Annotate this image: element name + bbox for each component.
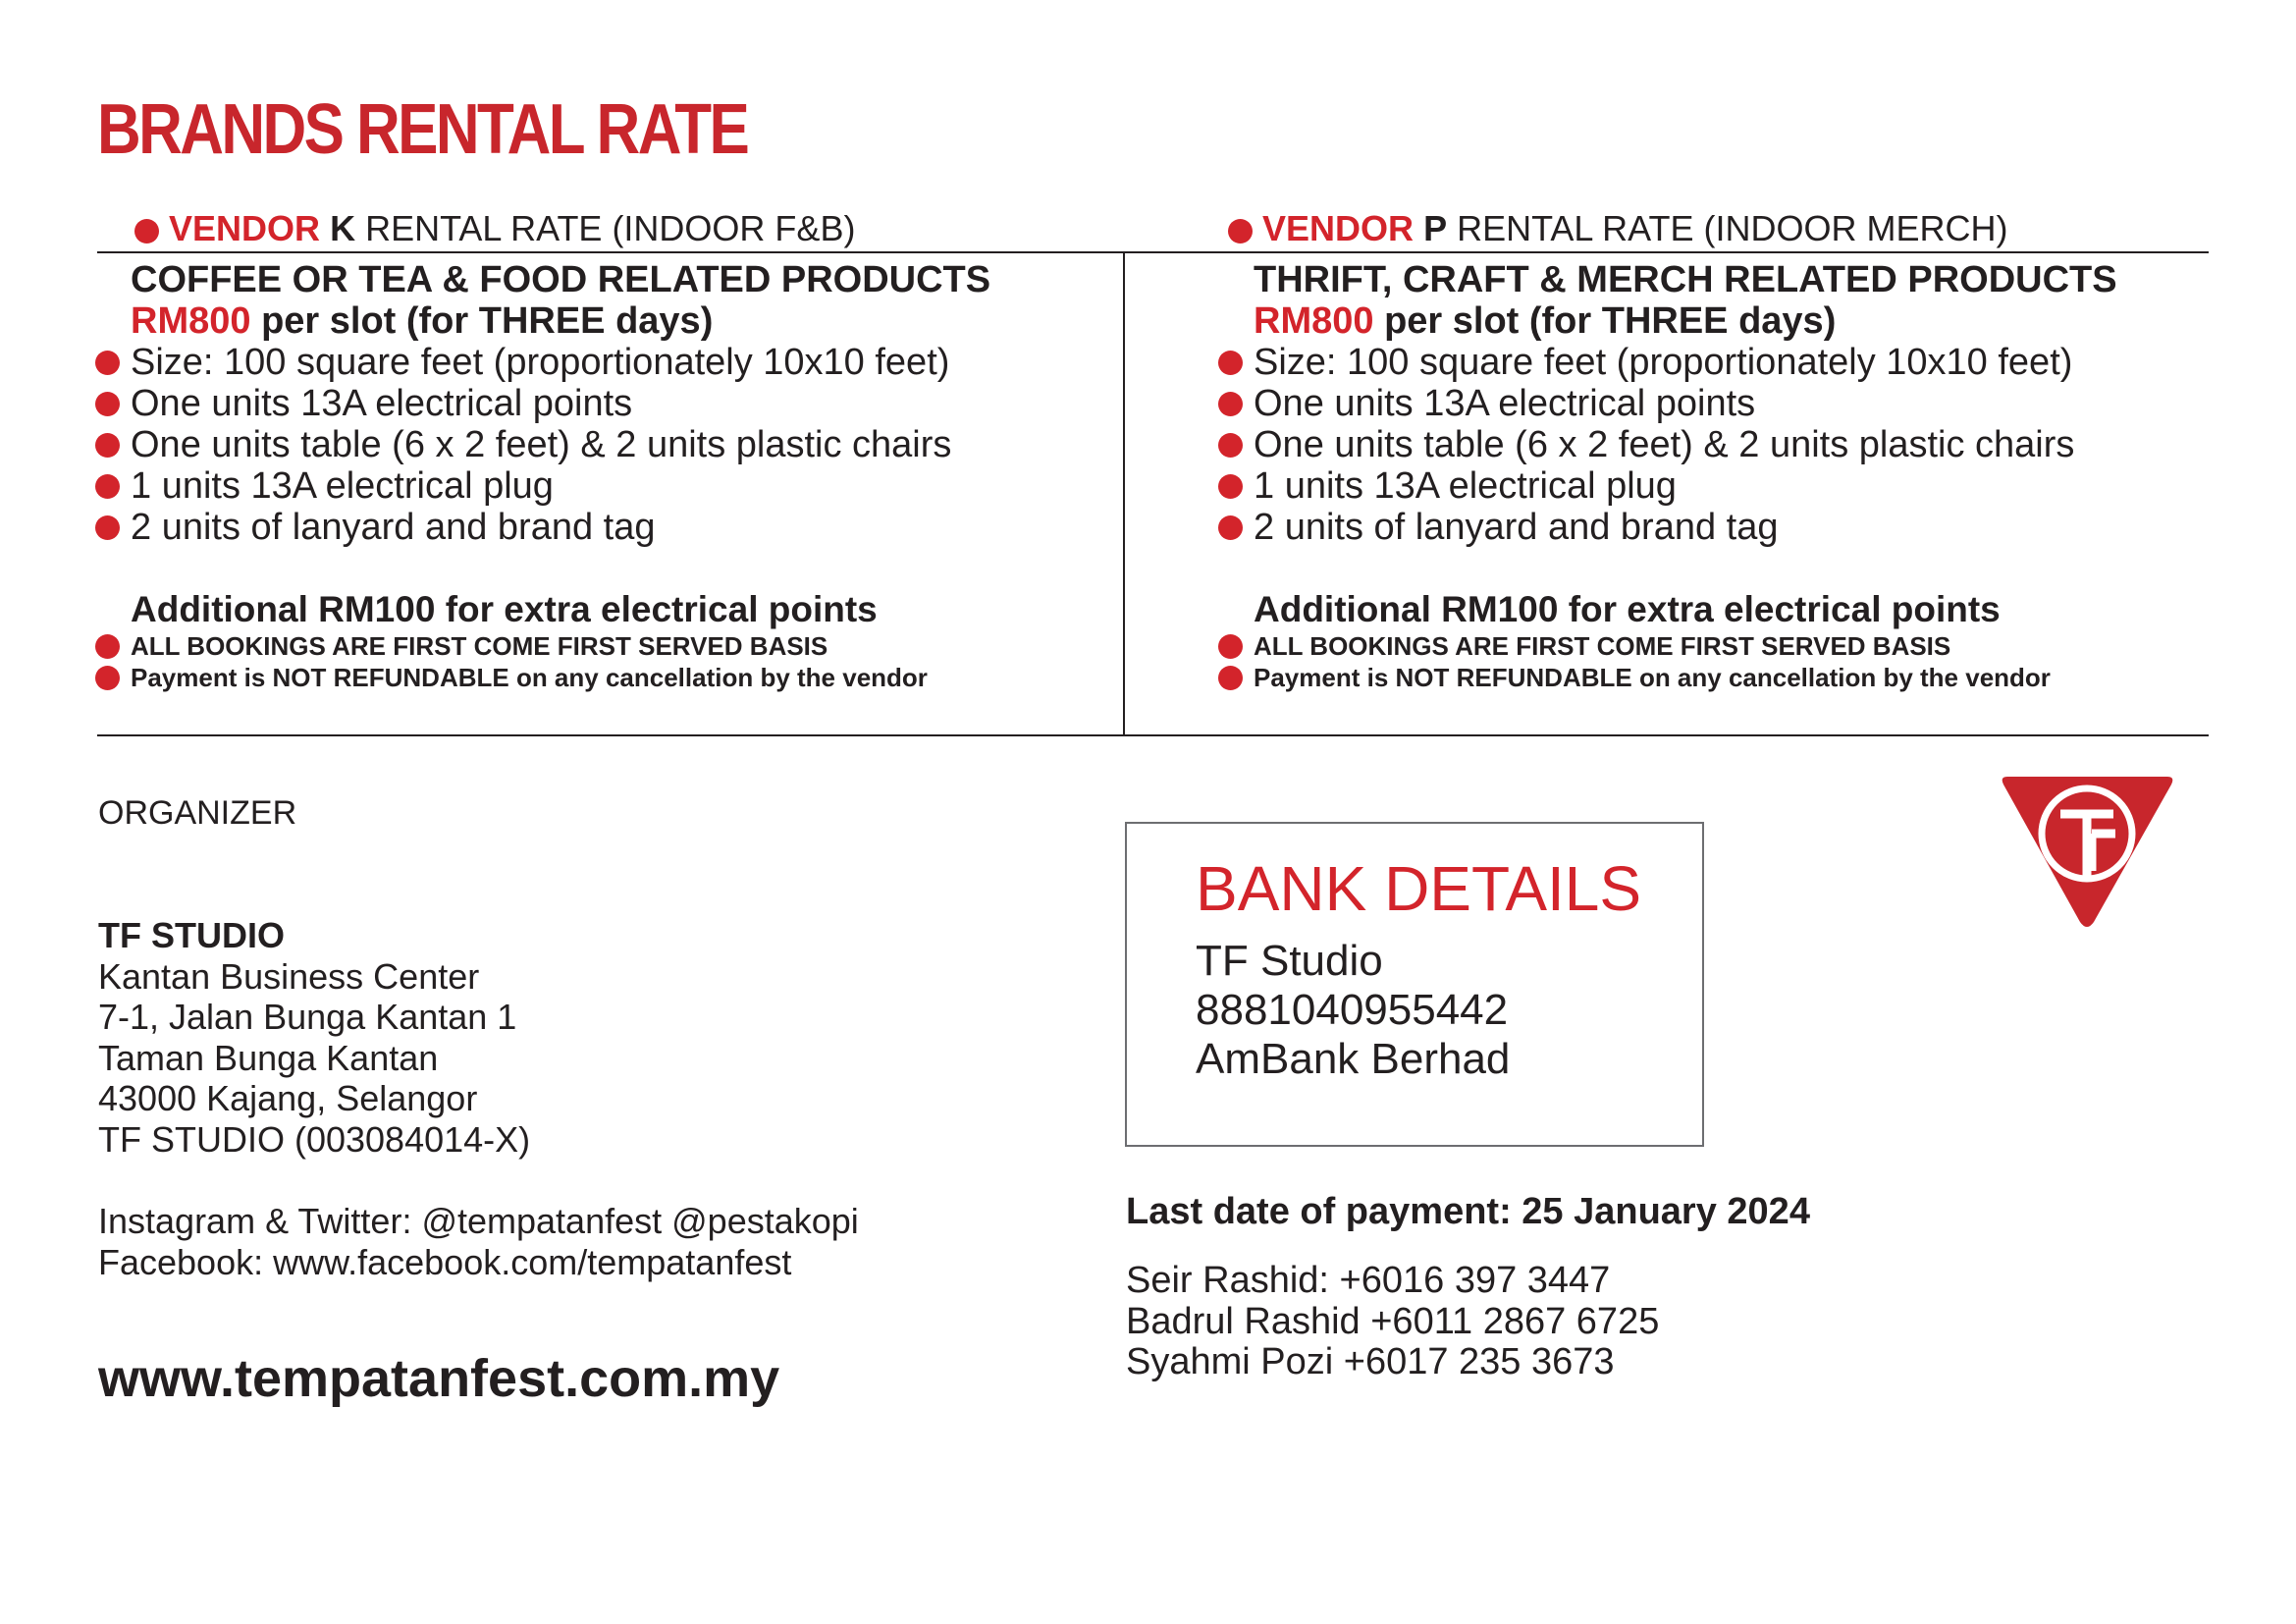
- feature-text: Size: 100 square feet (proportionately 10x10 feet): [131, 342, 950, 383]
- feature-text: One units table (6 x 2 feet) & 2 units plastic chairs: [1254, 424, 2075, 465]
- bullet-dot-icon: [1218, 474, 1243, 499]
- bullet-dot-icon: [95, 474, 120, 499]
- bank-name: AmBank Berhad: [1196, 1035, 1511, 1083]
- list-item: [1218, 342, 2288, 383]
- vendor-word: VENDOR: [1262, 208, 1415, 248]
- social-line: Facebook: www.facebook.com/tempatanfest: [98, 1242, 792, 1282]
- social-links: [98, 1201, 859, 1283]
- list-item: [95, 662, 1165, 693]
- social-line: Instagram & Twitter: @tempatanfest @pestakopi: [98, 1201, 859, 1241]
- bullet-dot-icon: [1218, 634, 1243, 659]
- list-item: [1218, 465, 2288, 507]
- feature-text: 2 units of lanyard and brand tag: [1254, 507, 1779, 548]
- address-line: 43000 Kajang, Selangor: [98, 1078, 478, 1118]
- list-item: [95, 424, 1165, 465]
- list-item: [1218, 383, 2288, 424]
- notes-list: [1218, 630, 2288, 693]
- bullet-dot-icon: [95, 666, 120, 690]
- bullet-dot-icon: [95, 433, 120, 458]
- vendor-p-heading: [1228, 207, 2007, 250]
- website-link[interactable]: www.tempatanfest.com.my: [98, 1349, 780, 1408]
- contact-line: Syahmi Pozi +6017 235 3673: [1126, 1341, 1615, 1382]
- bank-details-lines: [1196, 937, 1510, 1084]
- price-terms: per slot (for THREE days): [261, 300, 714, 342]
- feature-text: 1 units 13A electrical plug: [1254, 465, 1677, 507]
- list-item: [95, 630, 1165, 662]
- bullet-dot-icon: [1218, 515, 1243, 540]
- note-text: Payment is NOT REFUNDABLE on any cancellation by the vendor: [1254, 663, 2051, 692]
- list-item: [1218, 507, 2288, 548]
- vendor-word: VENDOR: [169, 208, 321, 248]
- feature-list: [95, 342, 1165, 548]
- bullet-dot-icon: [1218, 351, 1243, 375]
- price-amount: RM800: [131, 300, 251, 342]
- note-text: ALL BOOKINGS ARE FIRST COME FIRST SERVED BASIS: [1254, 631, 1951, 661]
- table-top-rule: [97, 251, 2209, 253]
- bullet-dot-icon: [1218, 666, 1243, 690]
- bullet-dot-icon: [95, 351, 120, 375]
- vendor-p-details: [1218, 259, 2288, 693]
- list-item: [95, 383, 1165, 424]
- account-number: 8881040955442: [1196, 986, 1509, 1034]
- bullet-dot-icon: [95, 634, 120, 659]
- bullet-dot-icon: [1218, 433, 1243, 458]
- feature-text: 1 units 13A electrical plug: [131, 465, 554, 507]
- bullet-dot-icon: [95, 392, 120, 416]
- vendor-heading-rest: RENTAL RATE (INDOOR MERCH): [1457, 208, 2008, 248]
- feature-list: [1218, 342, 2288, 548]
- list-item: [1218, 630, 2288, 662]
- list-item: [95, 507, 1165, 548]
- feature-text: One units table (6 x 2 feet) & 2 units plastic chairs: [131, 424, 952, 465]
- bullet-dot-icon: [1228, 219, 1253, 244]
- page-title: BRANDS RENTAL RATE: [97, 90, 748, 169]
- bullet-dot-icon: [1218, 392, 1243, 416]
- bullet-dot-icon: [95, 515, 120, 540]
- list-item: [1218, 662, 2288, 693]
- list-item: [95, 342, 1165, 383]
- list-item: [1218, 424, 2288, 465]
- account-name: TF Studio: [1196, 937, 1383, 985]
- price-terms: per slot (for THREE days): [1384, 300, 1837, 342]
- address-line: TF STUDIO (003084014-X): [98, 1118, 531, 1160]
- vendor-heading-rest: RENTAL RATE (INDOOR F&B): [365, 208, 856, 248]
- vendor-code: P: [1423, 208, 1448, 248]
- note-text: Payment is NOT REFUNDABLE on any cancellation by the vendor: [131, 663, 928, 692]
- note-text: ALL BOOKINGS ARE FIRST COME FIRST SERVED BASIS: [131, 631, 828, 661]
- product-category: COFFEE OR TEA & FOOD RELATED PRODUCTS: [131, 259, 991, 300]
- vendor-code: K: [330, 208, 356, 248]
- feature-text: One units 13A electrical points: [1254, 383, 1756, 424]
- bank-details-title: BANK DETAILS: [1196, 853, 1642, 924]
- vendor-k-details: [95, 259, 1165, 693]
- price-amount: RM800: [1254, 300, 1374, 342]
- feature-text: 2 units of lanyard and brand tag: [131, 507, 656, 548]
- tf-triangle-logo-icon: [1998, 773, 2177, 930]
- organizer-name: TF STUDIO: [98, 915, 285, 955]
- address-line: 7-1, Jalan Bunga Kantan 1: [98, 997, 517, 1037]
- notes-list: [95, 630, 1165, 693]
- list-item: [95, 465, 1165, 507]
- contact-line: Badrul Rashid +6011 2867 6725: [1126, 1300, 1660, 1342]
- table-bottom-rule: [97, 734, 2209, 736]
- address-line: Taman Bunga Kantan: [98, 1037, 439, 1078]
- price-line: [131, 300, 1165, 342]
- contact-list: [1126, 1261, 1659, 1383]
- payment-deadline: Last date of payment: 25 January 2024: [1126, 1191, 1810, 1232]
- bullet-dot-icon: [134, 219, 159, 244]
- vendor-k-heading: [134, 207, 855, 250]
- feature-text: One units 13A electrical points: [131, 383, 633, 424]
- additional-charge: Additional RM100 for extra electrical points: [131, 589, 878, 629]
- contact-line: Seir Rashid: +6016 397 3447: [1126, 1260, 1611, 1301]
- feature-text: Size: 100 square feet (proportionately 10x10 feet): [1254, 342, 2073, 383]
- organizer-label: ORGANIZER: [98, 794, 297, 832]
- price-line: [1254, 300, 2288, 342]
- address-line: Kantan Business Center: [98, 955, 480, 997]
- organizer-address: [98, 915, 530, 1160]
- additional-charge: Additional RM100 for extra electrical points: [1254, 589, 2001, 629]
- product-category: THRIFT, CRAFT & MERCH RELATED PRODUCTS: [1254, 259, 2117, 300]
